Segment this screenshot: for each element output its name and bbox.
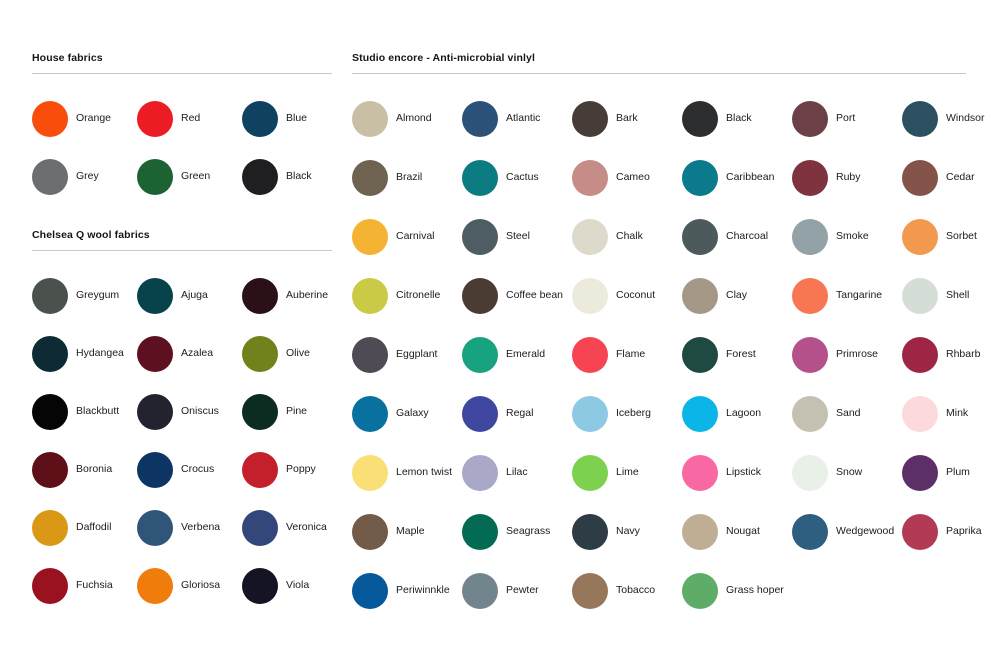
swatch-color-dot[interactable] [352, 573, 388, 609]
swatch-label: Lemon twist [396, 466, 453, 478]
swatch-label: Shell [946, 289, 970, 301]
swatch-color-dot[interactable] [902, 101, 938, 137]
swatch-color-dot[interactable] [32, 452, 68, 488]
swatch-label: Navy [616, 525, 640, 537]
swatch-color-dot[interactable] [462, 219, 498, 255]
swatch-item[interactable] [137, 503, 242, 552]
swatch-item[interactable] [792, 94, 902, 143]
swatch-color-dot[interactable] [682, 101, 718, 137]
swatch-color-dot[interactable] [572, 514, 608, 550]
swatch-item[interactable] [792, 389, 902, 438]
swatch-color-dot[interactable] [352, 455, 388, 491]
spacer [32, 201, 332, 229]
swatch-color-dot[interactable] [792, 337, 828, 373]
swatch-color-dot[interactable] [462, 101, 498, 137]
swatch-color-dot[interactable] [137, 510, 173, 546]
swatch-label: Grass hoper [726, 584, 784, 596]
swatch-item[interactable] [352, 212, 462, 261]
swatch-item[interactable] [572, 330, 682, 379]
swatch-color-dot[interactable] [792, 514, 828, 550]
swatch-label: Almond [396, 112, 432, 124]
swatch-label: Veronica [286, 521, 327, 533]
swatch-label: Cameo [616, 171, 650, 183]
swatch-item[interactable] [682, 507, 792, 556]
swatch-label: Black [286, 170, 312, 182]
swatch-color-dot[interactable] [32, 336, 68, 372]
section-divider [32, 250, 332, 251]
swatch-label: Regal [506, 407, 534, 419]
swatch-color-dot[interactable] [242, 159, 278, 195]
swatch-item[interactable] [242, 152, 347, 201]
swatch-item[interactable] [352, 448, 462, 497]
swatch-item[interactable] [242, 271, 347, 320]
swatch-color-dot[interactable] [682, 278, 718, 314]
swatch-color-dot[interactable] [792, 396, 828, 432]
section-title-chelsea-q-wool-fabrics: Chelsea Q wool fabrics [32, 229, 150, 241]
swatch-color-dot[interactable] [792, 219, 828, 255]
swatch-item[interactable] [352, 507, 462, 556]
swatch-item[interactable] [462, 389, 572, 438]
swatch-label: Verbena [181, 521, 221, 533]
swatch-label: Coffee bean [506, 289, 564, 301]
swatch-color-dot[interactable] [462, 573, 498, 609]
swatch-color-dot[interactable] [242, 568, 278, 604]
swatch-color-dot[interactable] [462, 278, 498, 314]
swatch-color-dot[interactable] [462, 514, 498, 550]
swatch-color-dot[interactable] [352, 101, 388, 137]
swatch-color-dot[interactable] [32, 159, 68, 195]
swatch-item[interactable] [137, 271, 242, 320]
swatch-label: Forest [726, 348, 756, 360]
swatch-color-dot[interactable] [352, 278, 388, 314]
swatch-label: Lime [616, 466, 639, 478]
swatch-grid-studio-encore-vinyl [352, 94, 985, 615]
swatch-item[interactable] [32, 152, 137, 201]
swatch-label: Grey [76, 170, 99, 182]
swatch-item[interactable] [462, 94, 572, 143]
swatch-item[interactable] [682, 94, 792, 143]
swatch-label: Chalk [616, 230, 643, 242]
swatch-label: Snow [836, 466, 863, 478]
swatch-color-dot[interactable] [902, 160, 938, 196]
section-divider [352, 73, 966, 74]
swatch-color-dot[interactable] [462, 160, 498, 196]
swatch-label: Bark [616, 112, 638, 124]
swatch-color-dot[interactable] [682, 396, 718, 432]
swatch-item[interactable] [572, 566, 682, 615]
swatch-grid-house-fabrics [32, 94, 332, 201]
left-column [32, 52, 332, 610]
swatch-item[interactable] [32, 503, 137, 552]
swatch-color-dot[interactable] [242, 394, 278, 430]
section-title-house-fabrics: House fabrics [32, 52, 103, 64]
swatch-label: Atlantic [506, 112, 541, 124]
swatch-color-dot[interactable] [137, 452, 173, 488]
swatch-item[interactable] [902, 271, 1001, 320]
swatch-color-dot[interactable] [137, 394, 173, 430]
swatch-item[interactable] [137, 445, 242, 494]
swatch-item[interactable] [137, 329, 242, 378]
swatch-item[interactable] [32, 445, 137, 494]
swatch-item[interactable] [242, 387, 347, 436]
swatch-item[interactable] [792, 330, 902, 379]
swatch-label: Viola [286, 579, 310, 591]
swatch-grid-chelsea-q-wool-fabrics [32, 271, 332, 610]
swatch-label: Charcoal [726, 230, 769, 242]
swatch-label: Cedar [946, 171, 975, 183]
swatch-item[interactable] [462, 271, 572, 320]
swatch-color-dot[interactable] [902, 455, 938, 491]
swatch-item[interactable] [682, 389, 792, 438]
swatch-label: Wedgewood [836, 525, 895, 537]
swatch-color-dot[interactable] [32, 101, 68, 137]
swatch-item[interactable] [792, 212, 902, 261]
swatch-label: Blackbutt [76, 405, 120, 417]
swatch-color-dot[interactable] [682, 455, 718, 491]
swatch-label: Sorbet [946, 230, 977, 242]
swatch-item[interactable] [137, 152, 242, 201]
swatch-label: Pewter [506, 584, 539, 596]
swatch-label: Plum [946, 466, 970, 478]
swatch-color-dot[interactable] [682, 219, 718, 255]
swatch-item[interactable] [682, 153, 792, 202]
swatch-color-dot[interactable] [32, 510, 68, 546]
swatch-color-dot[interactable] [352, 219, 388, 255]
swatch-color-dot[interactable] [572, 101, 608, 137]
swatch-label: Ajuga [181, 289, 208, 301]
swatch-label: Lilac [506, 466, 528, 478]
swatch-item[interactable] [352, 271, 462, 320]
swatch-label: Steel [506, 230, 530, 242]
swatch-label: Maple [396, 525, 425, 537]
swatch-label: Ruby [836, 171, 861, 183]
swatch-color-dot[interactable] [902, 219, 938, 255]
swatch-color-dot[interactable] [572, 455, 608, 491]
swatch-label: Sand [836, 407, 861, 419]
swatch-item[interactable] [682, 330, 792, 379]
swatch-item[interactable] [682, 566, 792, 615]
swatch-item[interactable] [792, 271, 902, 320]
swatch-color-dot[interactable] [462, 337, 498, 373]
section-house-fabrics [32, 52, 332, 201]
swatch-color-dot[interactable] [32, 394, 68, 430]
swatch-item[interactable] [137, 561, 242, 610]
swatch-color-dot[interactable] [352, 160, 388, 196]
swatch-item[interactable] [792, 153, 902, 202]
swatch-item[interactable] [462, 566, 572, 615]
swatch-label: Paprika [946, 525, 982, 537]
swatch-item[interactable] [32, 561, 137, 610]
swatch-color-dot[interactable] [462, 396, 498, 432]
swatch-color-dot[interactable] [572, 337, 608, 373]
swatch-label: Smoke [836, 230, 869, 242]
section-studio-encore-vinyl [352, 52, 985, 615]
swatch-item[interactable] [572, 448, 682, 497]
swatch-item[interactable] [462, 330, 572, 379]
swatch-item[interactable] [242, 329, 347, 378]
swatch-item[interactable] [137, 387, 242, 436]
swatch-label: Cactus [506, 171, 539, 183]
swatch-color-dot[interactable] [242, 510, 278, 546]
swatch-label: Daffodil [76, 521, 112, 533]
swatch-item[interactable] [462, 507, 572, 556]
swatch-label: Clay [726, 289, 748, 301]
swatch-item[interactable] [572, 153, 682, 202]
section-title-studio-encore-vinyl: Studio encore - Anti-microbial vinlyl [352, 52, 535, 64]
swatch-item[interactable] [682, 271, 792, 320]
swatch-color-dot[interactable] [242, 452, 278, 488]
swatch-label: Mink [946, 407, 969, 419]
swatch-label: Boronia [76, 463, 113, 475]
swatch-item[interactable] [462, 153, 572, 202]
swatch-label: Fuchsia [76, 579, 113, 591]
swatch-item[interactable] [572, 271, 682, 320]
swatch-label: Red [181, 112, 201, 124]
swatch-item[interactable] [242, 561, 347, 610]
swatch-color-dot[interactable] [572, 396, 608, 432]
swatch-label: Seagrass [506, 525, 551, 537]
swatch-color-dot[interactable] [682, 514, 718, 550]
swatch-label: Blue [286, 112, 308, 124]
swatch-color-dot[interactable] [792, 278, 828, 314]
swatch-color-dot[interactable] [572, 278, 608, 314]
swatch-label: Oniscus [181, 405, 219, 417]
swatch-color-dot[interactable] [682, 573, 718, 609]
swatch-label: Galaxy [396, 407, 429, 419]
swatch-label: Carnival [396, 230, 435, 242]
swatch-label: Windsor [946, 112, 985, 124]
swatch-label: Periwinnkle [396, 584, 450, 596]
swatch-item[interactable] [352, 566, 462, 615]
swatch-item[interactable] [682, 448, 792, 497]
swatch-color-dot[interactable] [352, 514, 388, 550]
swatch-color-dot[interactable] [32, 568, 68, 604]
swatch-label: Orange [76, 112, 112, 124]
swatch-label: Auberine [286, 289, 329, 301]
swatch-label: Eggplant [396, 348, 438, 360]
swatch-color-dot[interactable] [242, 101, 278, 137]
swatch-color-dot[interactable] [902, 278, 938, 314]
swatch-item[interactable] [792, 507, 902, 556]
swatch-label: Iceberg [616, 407, 652, 419]
swatch-item[interactable] [32, 271, 137, 320]
swatch-label: Greygum [76, 289, 120, 301]
swatch-item[interactable] [242, 503, 347, 552]
swatch-label: Port [836, 112, 856, 124]
swatch-item[interactable] [572, 94, 682, 143]
swatch-item[interactable] [352, 94, 462, 143]
swatch-color-dot[interactable] [137, 568, 173, 604]
swatch-color-dot[interactable] [902, 514, 938, 550]
swatch-label: Caribbean [726, 171, 775, 183]
swatch-color-dot[interactable] [137, 159, 173, 195]
swatch-item[interactable] [902, 507, 1001, 556]
swatch-color-dot[interactable] [572, 160, 608, 196]
swatch-label: Rhbarb [946, 348, 981, 360]
swatch-item[interactable] [352, 330, 462, 379]
right-column [352, 52, 985, 615]
swatch-color-dot[interactable] [792, 455, 828, 491]
swatch-label: Green [181, 170, 211, 182]
swatch-item[interactable] [792, 448, 902, 497]
swatch-label: Tangarine [836, 289, 883, 301]
swatch-item[interactable] [902, 212, 1001, 261]
swatch-color-dot[interactable] [352, 337, 388, 373]
swatch-item[interactable] [902, 448, 1001, 497]
swatch-label: Lagoon [726, 407, 762, 419]
swatch-item[interactable] [572, 507, 682, 556]
swatch-item[interactable] [572, 389, 682, 438]
swatch-label: Hydangea [76, 347, 124, 359]
swatch-label: Olive [286, 347, 310, 359]
swatch-color-dot[interactable] [682, 337, 718, 373]
swatch-label: Nougat [726, 525, 760, 537]
swatch-item[interactable] [902, 153, 1001, 202]
swatch-item[interactable] [902, 94, 1001, 143]
swatch-label: Azalea [181, 347, 214, 359]
swatch-label: Tobacco [616, 584, 656, 596]
swatch-item[interactable] [682, 212, 792, 261]
section-chelsea-q-wool-fabrics [32, 229, 332, 610]
swatch-label: Citronelle [396, 289, 441, 301]
swatch-item[interactable] [32, 329, 137, 378]
swatch-item[interactable] [462, 212, 572, 261]
swatch-item[interactable] [242, 445, 347, 494]
swatch-label: Crocus [181, 463, 215, 475]
swatch-color-dot[interactable] [242, 336, 278, 372]
swatch-color-dot[interactable] [682, 160, 718, 196]
swatch-color-dot[interactable] [462, 455, 498, 491]
swatch-label: Gloriosa [181, 579, 221, 591]
swatch-label: Primrose [836, 348, 879, 360]
swatch-label: Brazil [396, 171, 423, 183]
swatch-color-dot[interactable] [902, 337, 938, 373]
swatch-item[interactable] [242, 94, 347, 143]
swatch-color-dot[interactable] [137, 101, 173, 137]
swatch-item[interactable] [902, 330, 1001, 379]
swatch-label: Black [726, 112, 752, 124]
swatch-item[interactable] [902, 389, 1001, 438]
swatch-item[interactable] [572, 212, 682, 261]
swatch-color-dot[interactable] [352, 396, 388, 432]
swatch-label: Poppy [286, 463, 316, 475]
swatch-item[interactable] [462, 448, 572, 497]
swatch-label: Pine [286, 405, 308, 417]
swatch-item[interactable] [352, 389, 462, 438]
swatch-label: Lipstick [726, 466, 762, 478]
swatch-color-dot[interactable] [792, 101, 828, 137]
swatch-color-dot[interactable] [137, 278, 173, 314]
swatch-color-dot[interactable] [242, 278, 278, 314]
swatch-color-dot[interactable] [572, 219, 608, 255]
swatch-item[interactable] [32, 387, 137, 436]
swatch-item[interactable] [137, 94, 242, 143]
swatch-label: Flame [616, 348, 646, 360]
section-divider [32, 73, 332, 74]
swatch-item[interactable] [352, 153, 462, 202]
swatch-label: Coconut [616, 289, 656, 301]
swatch-label: Emerald [506, 348, 546, 360]
swatch-color-dot[interactable] [572, 573, 608, 609]
swatch-color-dot[interactable] [32, 278, 68, 314]
swatch-item[interactable] [32, 94, 137, 143]
swatch-color-dot[interactable] [137, 336, 173, 372]
swatch-color-dot[interactable] [792, 160, 828, 196]
swatch-color-dot[interactable] [902, 396, 938, 432]
